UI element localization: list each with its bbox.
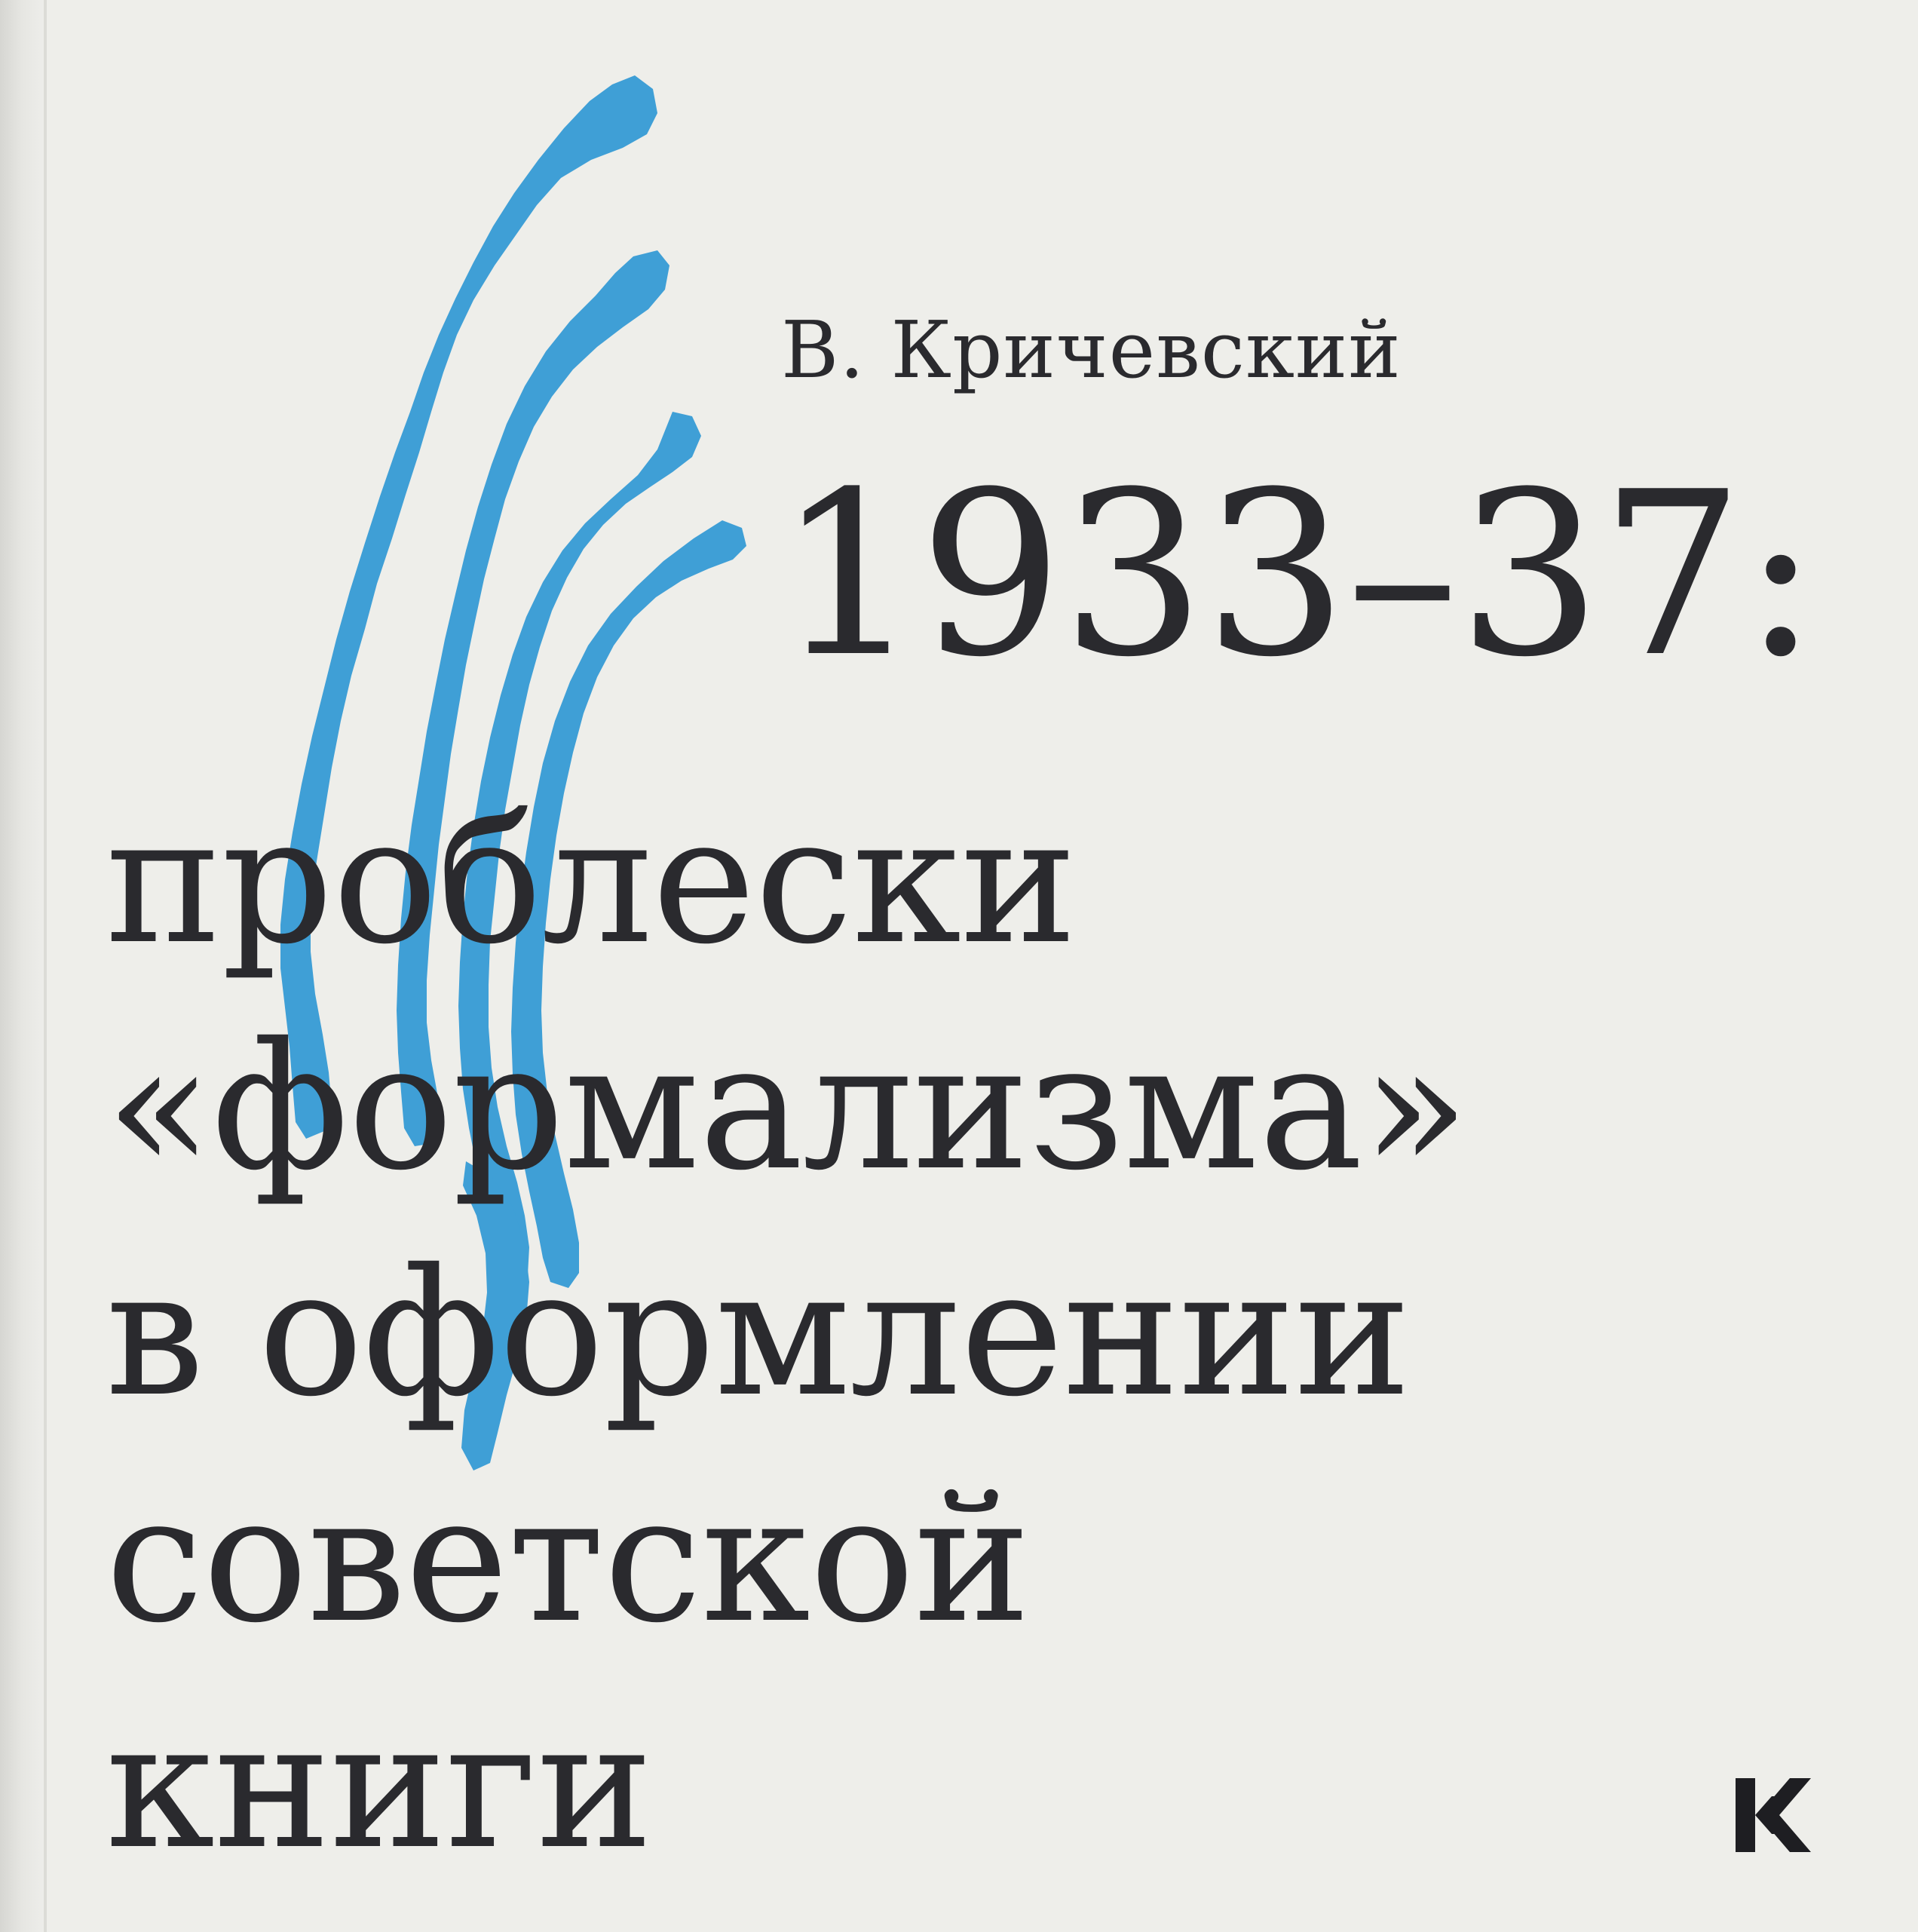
- title-years: 1933–37:: [777, 443, 1818, 707]
- book-title: [106, 768, 1469, 1899]
- title-line: книги: [106, 1684, 653, 1888]
- title-line: в оформлении: [106, 1231, 1411, 1435]
- title-line: «формализма»: [106, 1005, 1469, 1209]
- title-line: проблески: [106, 779, 1077, 983]
- publisher-k-logo: [1733, 1774, 1815, 1857]
- author-name: В. Кричевский: [781, 304, 1402, 396]
- title-line: советской: [106, 1458, 1031, 1661]
